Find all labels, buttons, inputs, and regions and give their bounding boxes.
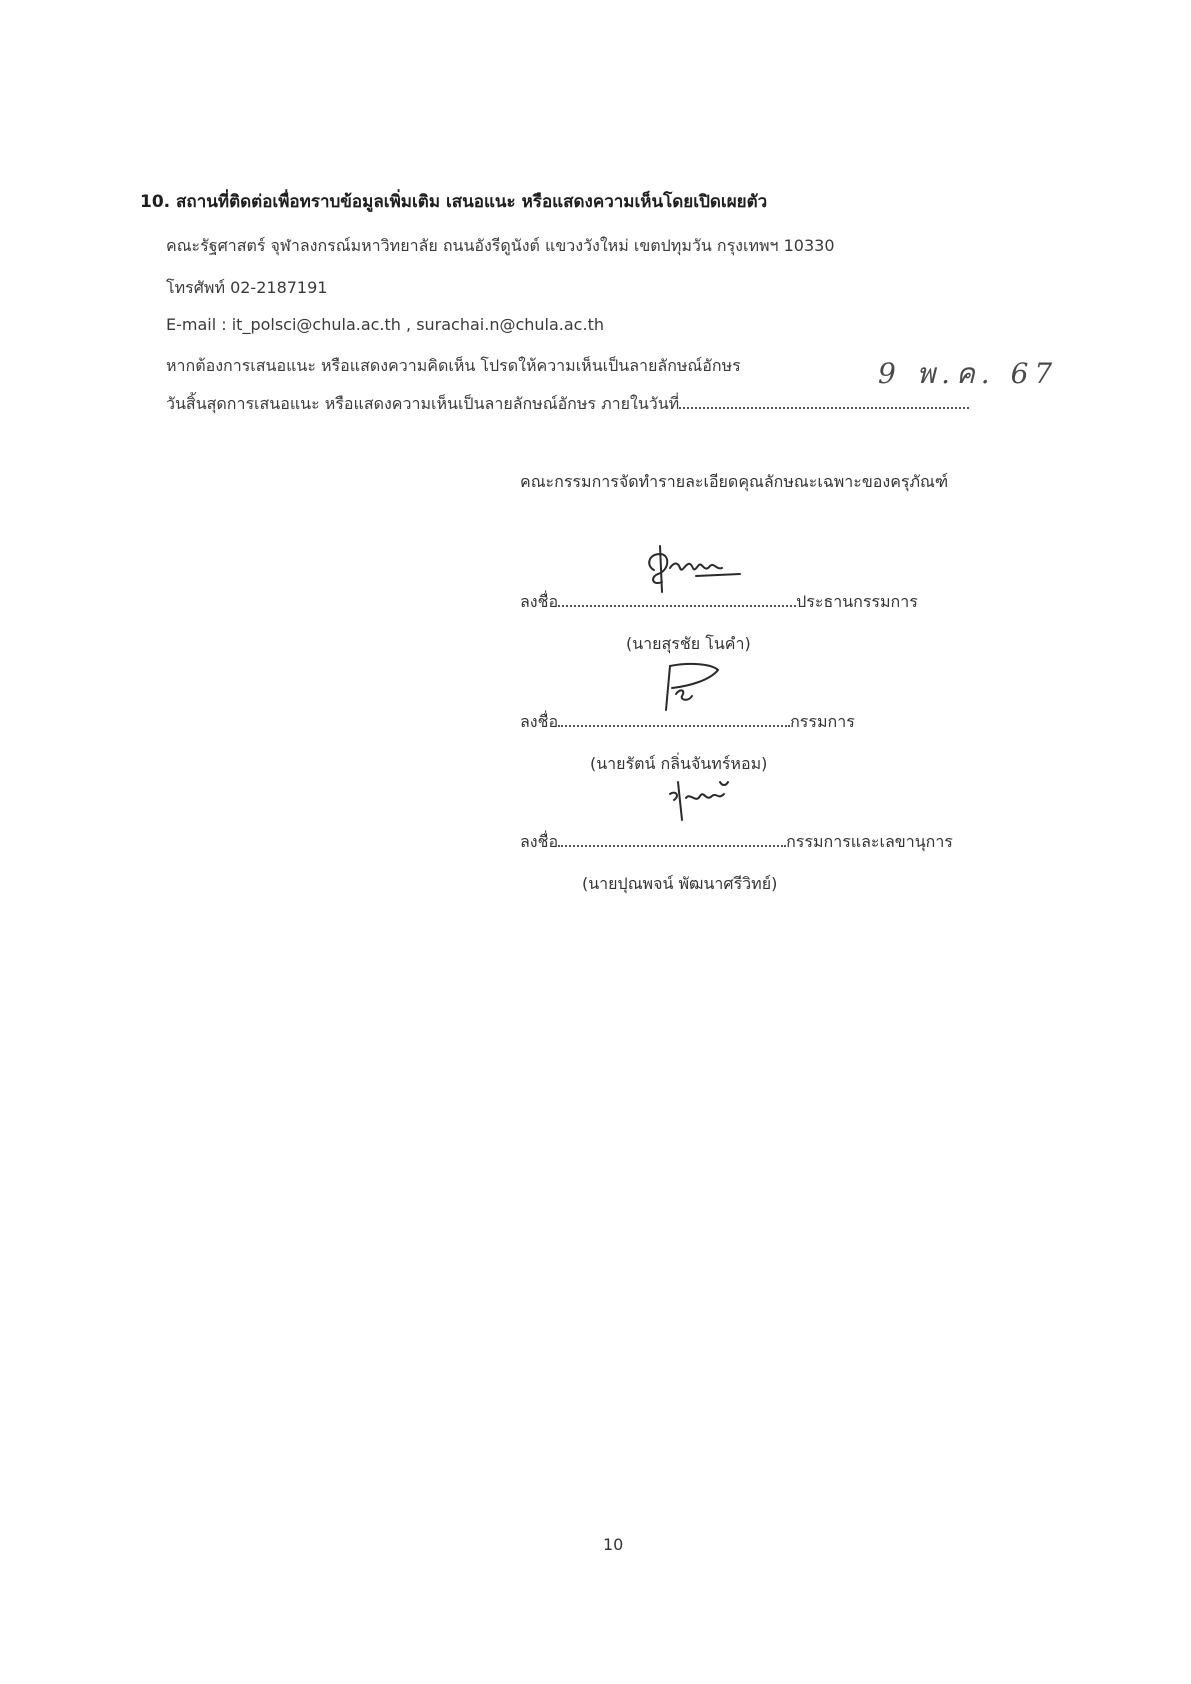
committee-title: คณะกรรมการจัดทำรายละเอียดคุณลักษณะเฉพาะของครุภัณฑ์ xyxy=(520,472,949,491)
signatory-role: กรรมการและเลขานุการ xyxy=(786,832,953,851)
phone-line: โทรศัพท์ 02-2187191 xyxy=(166,278,328,297)
signatory-name-member: (นายรัตน์ กลิ่นจันทร์หอม) xyxy=(590,754,768,773)
signatory-role: กรรมการ xyxy=(790,712,855,731)
sign-row-member xyxy=(520,710,855,735)
email-line: E-mail : it_polsci@chula.ac.th , surachai.n@chula.ac.th xyxy=(166,315,604,334)
signatory-name-secretary: (นายปุณพจน์ พัฒนาศรีวิทย์) xyxy=(582,874,778,893)
section-heading: 10. สถานที่ติดต่อเพื่อทราบข้อมูลเพิ่มเติม เสนอแนะ หรือแสดงความเห็นโดยเปิดเผยตัว xyxy=(140,192,768,212)
deadline-dotted-blank xyxy=(679,393,969,409)
signature-dotted-line xyxy=(558,711,790,727)
page-number: 10 xyxy=(603,1535,624,1554)
comment-request-line: หากต้องการเสนอแนะ หรือแสดงความคิดเห็น โปรดให้ความเห็นเป็นลายลักษณ์อักษร xyxy=(166,356,741,375)
sign-label: ลงชื่อ xyxy=(520,712,559,731)
address-line: คณะรัฐศาสตร์ จุฬาลงกรณ์มหาวิทยาลัย ถนนอังรีดูนังต์ แขวงวังใหม่ เขตปทุมวัน กรุงเทพฯ 10330 xyxy=(166,236,835,255)
sign-row-secretary xyxy=(520,830,953,855)
signatory-role: ประธานกรรมการ xyxy=(796,592,918,611)
sign-label: ลงชื่อ xyxy=(520,832,559,851)
signature-dotted-line xyxy=(558,831,786,847)
sign-row-chairman xyxy=(520,590,918,615)
signature-member xyxy=(650,658,730,718)
signatory-name-chairman: (นายสุรชัย โนคำ) xyxy=(626,634,751,653)
deadline-label: วันสิ้นสุดการเสนอแนะ หรือแสดงความเห็นเป็นลายลักษณ์อักษร ภายในวันที่ xyxy=(166,394,680,413)
deadline-line xyxy=(166,392,969,417)
signature-secretary xyxy=(660,776,740,826)
sign-label: ลงชื่อ xyxy=(520,592,559,611)
signature-dotted-line xyxy=(558,591,796,607)
handwritten-deadline-date: 9 พ.ค. 67 xyxy=(878,357,1059,390)
